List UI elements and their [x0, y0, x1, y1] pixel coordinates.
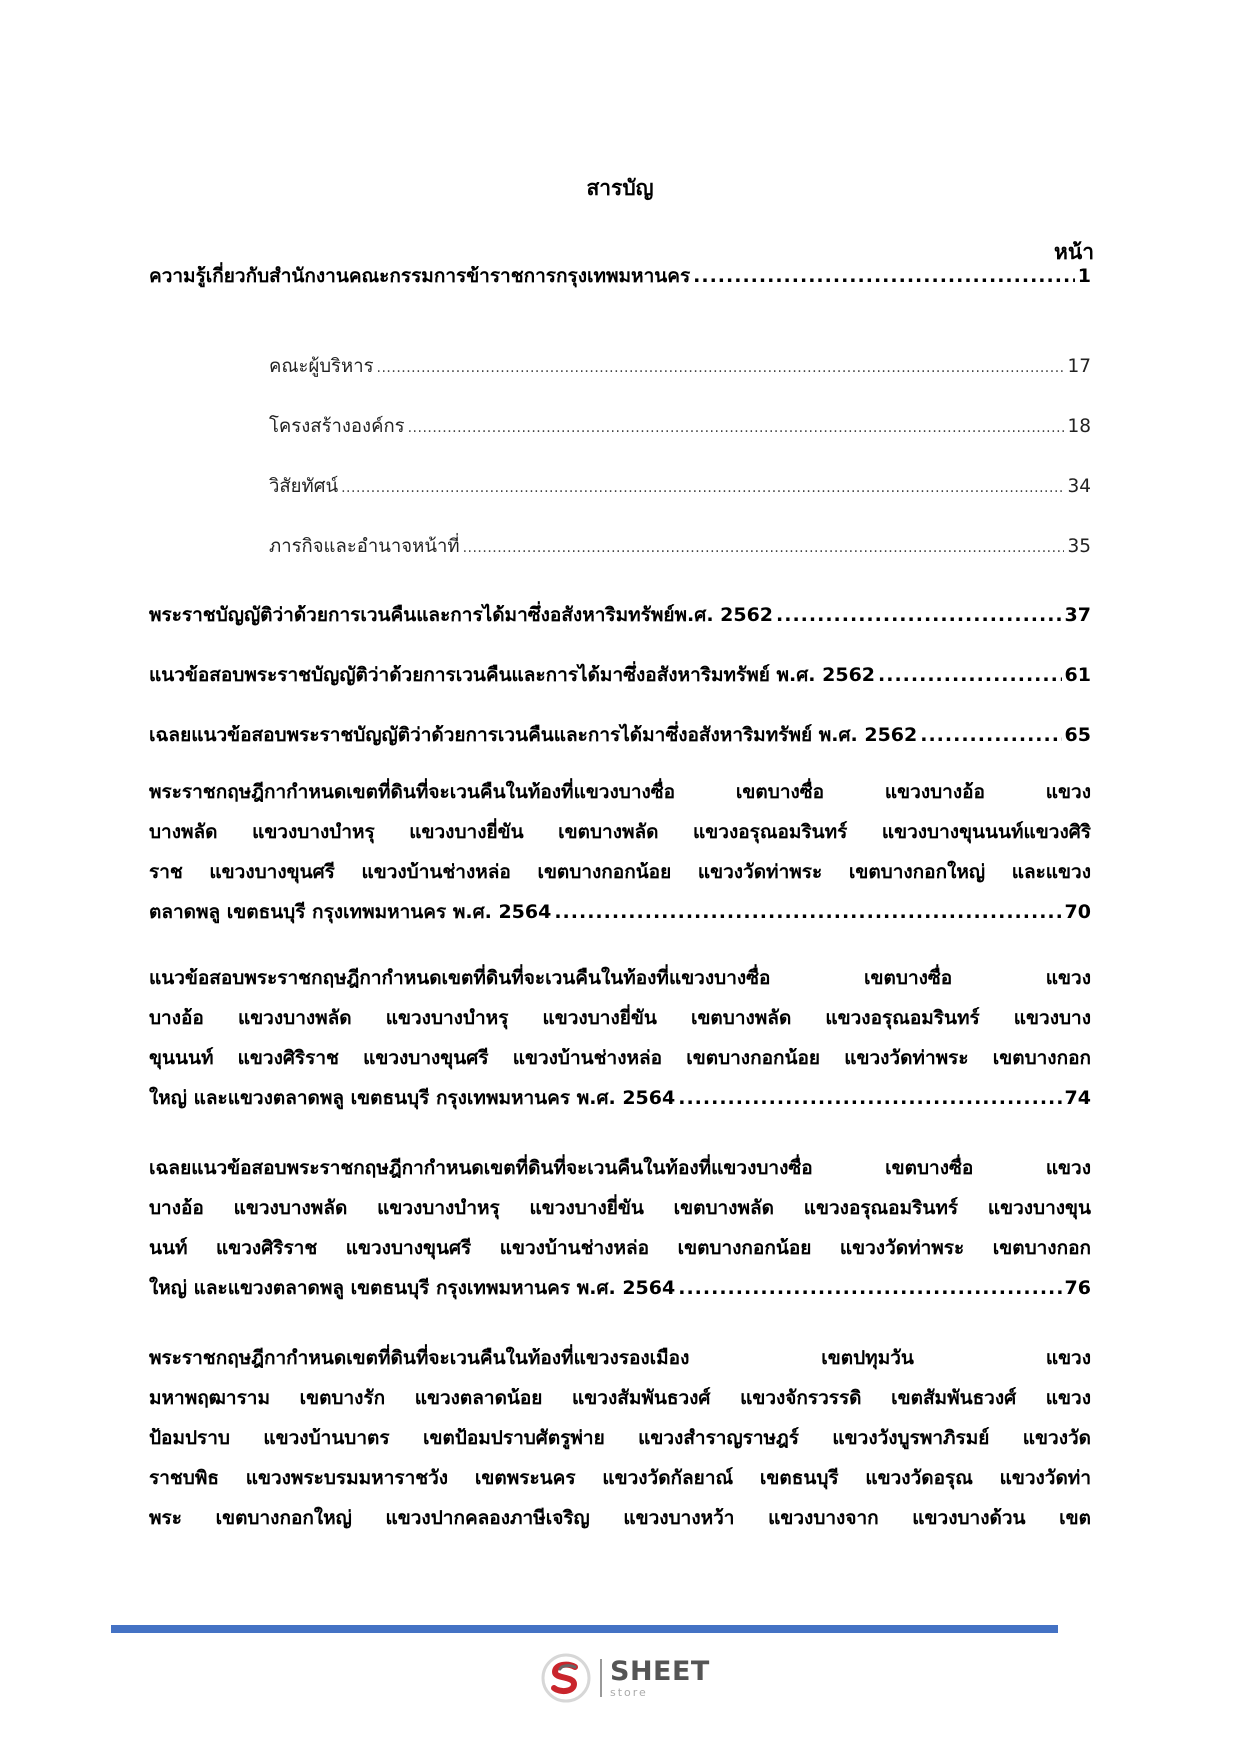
toc-entry-line: บางอ้อ แขวงบางพลัด แขวงบางบำหรุ แขวงบางยี่ขัน เขตบางพลัด แขวงอรุณอมรินทร์ แขวงบางขุน: [149, 1197, 1091, 1219]
toc-entry-page: 17: [1067, 356, 1091, 377]
toc-entry-line: พระ เขตบางกอกใหญ่ แขวงปากคลองภาษีเจริญ แขวงบางหว้า แขวงบางจาก แขวงบางด้วน เขต: [149, 1507, 1091, 1529]
toc-entry-title: วิสัยทัศน์: [269, 476, 339, 497]
toc-entry-line: ราชบพิธ แขวงพระบรมมหาราชวัง เขตพระนคร แขวงวัดกัลยาณ์ เขตธนบุรี แขวงวัดอรุณ แขวงวัดท่า: [149, 1467, 1091, 1489]
toc-entry-multiline[interactable]: [149, 958, 1091, 1118]
toc-entry-line: ขุนนนท์ แขวงศิริราช แขวงบางขุนศรี แขวงบ้านช่างหล่อ เขตบางกอกน้อย แขวงวัดท่าพระ เขตบางกอก: [149, 1047, 1091, 1069]
dot-leader: [341, 473, 1064, 502]
toc-entry-title: คณะผู้บริหาร: [269, 356, 374, 377]
dot-leader: [878, 655, 1062, 695]
toc-entry-page: 1: [1077, 265, 1091, 287]
toc-entry-title: ความรู้เกี่ยวกับสำนักงานคณะกรรมการข้าราชการกรุงเทพมหานคร: [149, 265, 691, 287]
toc-entry[interactable]: [149, 595, 1091, 635]
dot-leader: [920, 715, 1061, 755]
toc-entry-line: ตลาดพลู เขตธนบุรี กรุงเทพมหานคร พ.ศ. 2564: [149, 901, 552, 923]
dot-leader: [776, 595, 1062, 635]
dot-leader: [678, 1268, 1061, 1308]
toc-entry-line: มหาพฤฒาราม เขตบางรัก แขวงตลาดน้อย แขวงสัมพันธวงศ์ แขวงจักรวรรดิ เขตสัมพันธวงศ์ แขวง: [149, 1387, 1091, 1409]
toc-entry-title: โครงสร้างองค์กร: [269, 416, 405, 437]
logo-separator: [600, 1659, 602, 1697]
toc-entry[interactable]: [149, 715, 1091, 755]
toc-subentry[interactable]: [269, 472, 1091, 502]
toc-entry-line: ใหญ่ และแขวงตลาดพลู เขตธนบุรี กรุงเทพมหานคร พ.ศ. 2564: [149, 1277, 676, 1299]
toc-entry[interactable]: [149, 655, 1091, 695]
dot-leader: [678, 1078, 1061, 1118]
dot-leader: [554, 892, 1061, 932]
toc-entry-page: 37: [1064, 604, 1091, 626]
toc-entry-line: แนวข้อสอบพระราชกฤษฎีกากำหนดเขตที่ดินที่จะเวนคืนในท้องที่แขวงบางซื่อ เขตบางซื่อ แขวง: [149, 967, 1091, 989]
toc-entry-page: 61: [1064, 664, 1091, 686]
toc-entry-page: 76: [1064, 1277, 1091, 1299]
toc-entry-line: พระราชกฤษฎีกากำหนดเขตที่ดินที่จะเวนคืนในท้องที่แขวงบางซื่อ เขตบางซื่อ แขวงบางอ้อ แขวง: [149, 781, 1091, 803]
footer-divider: [111, 1625, 1058, 1633]
toc-entry-title: แนวข้อสอบพระราชบัญญัติว่าด้วยการเวนคืนและการได้มาซึ่งอสังหาริมทรัพย์ พ.ศ. 2562: [149, 664, 876, 686]
toc-entry-page: 18: [1067, 416, 1091, 437]
toc-entry-line: บางอ้อ แขวงบางพลัด แขวงบางบำหรุ แขวงบางยี่ขัน เขตบางพลัด แขวงอรุณอมรินทร์ แขวงบาง: [149, 1007, 1091, 1029]
toc-entry-line: บางพลัด แขวงบางบำหรุ แขวงบางยี่ขัน เขตบางพลัด แขวงอรุณอมรินทร์ แขวงบางขุนนนท์แขวงศิริ: [149, 821, 1091, 843]
dot-leader: [408, 413, 1065, 442]
toc-entry-title: เฉลยแนวข้อสอบพระราชบัญญัติว่าด้วยการเวนคืนและการได้มาซึ่งอสังหาริมทรัพย์ พ.ศ. 2562: [149, 724, 918, 746]
logo-word: SHEET: [610, 1656, 710, 1687]
dot-leader: [463, 533, 1065, 562]
logo-text: [610, 1658, 710, 1698]
toc-subentry[interactable]: [269, 532, 1091, 562]
toc-entry-line: ป้อมปราบ แขวงบ้านบาตร เขตป้อมปราบศัตรูพ่าย แขวงสำราญราษฎร์ แขวงวังบูรพาภิรมย์ แขวงวัด: [149, 1427, 1091, 1449]
toc-entry-line: ใหญ่ และแขวงตลาดพลู เขตธนบุรี กรุงเทพมหานคร พ.ศ. 2564: [149, 1087, 676, 1109]
toc-entry-page: 74: [1064, 1087, 1091, 1109]
toc-entry-multiline[interactable]: [149, 772, 1091, 932]
toc-entry-title: พระราชบัญญัติว่าด้วยการเวนคืนและการได้มาซึ่งอสังหาริมทรัพย์พ.ศ. 2562: [149, 604, 774, 626]
toc-subentry[interactable]: [269, 352, 1091, 382]
toc-entry-line: นนท์ แขวงศิริราช แขวงบางขุนศรี แขวงบ้านช่างหล่อ เขตบางกอกน้อย แขวงวัดท่าพระ เขตบางกอก: [149, 1237, 1091, 1259]
logo-s-icon: [540, 1652, 592, 1704]
toc-entry-line: พระราชกฤษฎีกากำหนดเขตที่ดินที่จะเวนคืนในท้องที่แขวงรองเมือง เขตปทุมวัน แขวง: [149, 1347, 1091, 1369]
toc-entry-page: 35: [1067, 536, 1091, 557]
toc-entry-multiline[interactable]: [149, 1148, 1091, 1308]
toc-entry-line: ราช แขวงบางขุนศรี แขวงบ้านช่างหล่อ เขตบางกอกน้อย แขวงวัดท่าพระ เขตบางกอกใหญ่ และแขวง: [149, 861, 1091, 883]
toc-entry-page: 34: [1067, 476, 1091, 497]
toc-entry-page: 70: [1064, 901, 1091, 923]
toc-entry-line: เฉลยแนวข้อสอบพระราชกฤษฎีกากำหนดเขตที่ดินที่จะเวนคืนในท้องที่แขวงบางซื่อ เขตบางซื่อ แขวง: [149, 1157, 1091, 1179]
page-column-label: หน้า: [1054, 240, 1094, 264]
logo-subword: store: [610, 1686, 648, 1699]
toc-entry-page: 65: [1064, 724, 1091, 746]
sheet-store-logo: [540, 1650, 710, 1706]
toc-entry-title: ภารกิจและอำนาจหน้าที่: [269, 536, 460, 557]
toc-entry[interactable]: [149, 256, 1091, 296]
dot-leader: [693, 256, 1075, 296]
toc-entry-multiline[interactable]: [149, 1338, 1091, 1538]
dot-leader: [377, 353, 1065, 382]
page-title: สารบัญ: [586, 176, 654, 200]
toc-subentry[interactable]: [269, 412, 1091, 442]
